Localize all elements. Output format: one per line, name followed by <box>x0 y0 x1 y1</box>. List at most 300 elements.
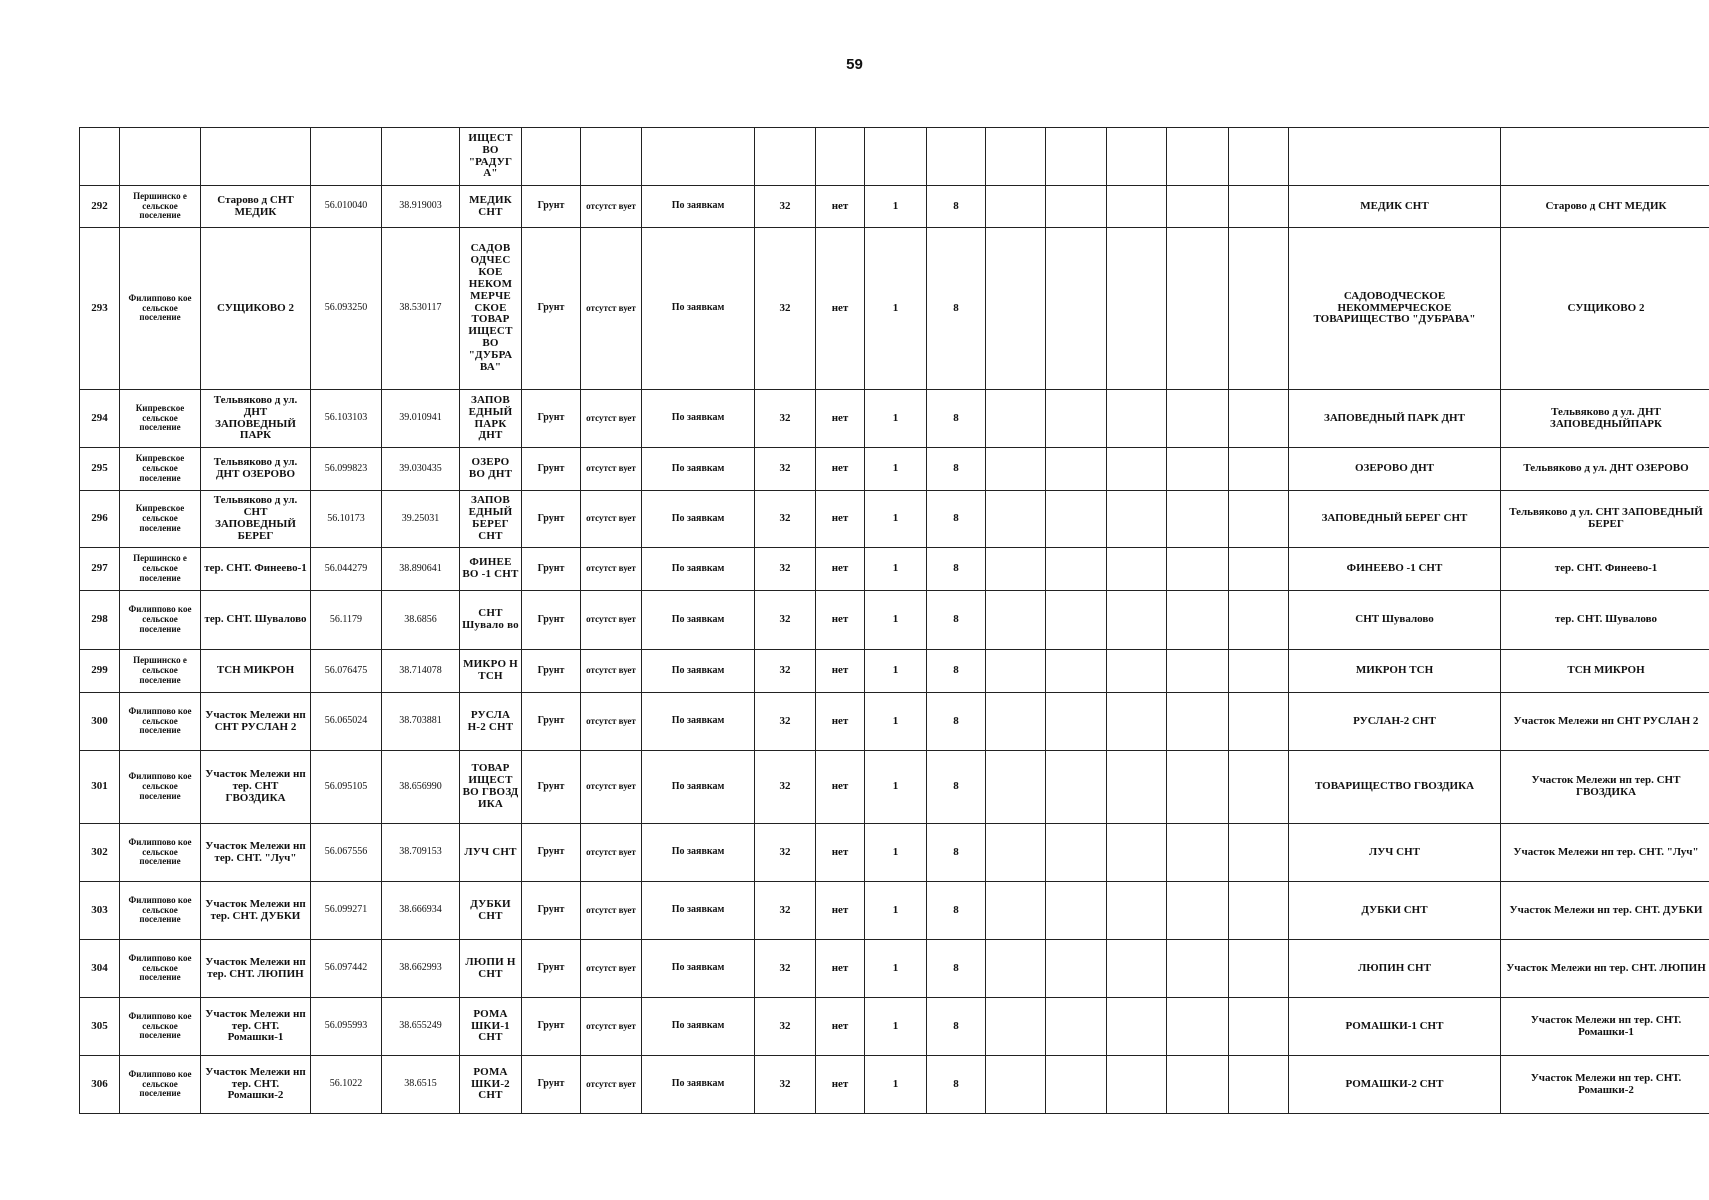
container-count-cell: 1 <box>865 1056 927 1114</box>
owner-address-cell: Участок Мележи нп СНТ РУСЛАН 2 <box>1501 693 1709 751</box>
row-number-cell: 303 <box>80 882 120 940</box>
address-cell: Тельвяково д ул. ДНТ ЗАПОВЕДНЫЙ ПАРК <box>201 390 311 448</box>
schedule-cell: По заявкам <box>642 751 755 824</box>
flag-cell: нет <box>816 591 865 650</box>
site-name-cell: ЛУЧ СНТ <box>460 824 522 882</box>
empty-cell <box>1046 693 1107 751</box>
owner-address-cell: Тельвяково д ул. ДНТ ЗАПОВЕДНЫЙПАРК <box>1501 390 1709 448</box>
container-count-cell: 1 <box>865 693 927 751</box>
flag-cell: нет <box>816 998 865 1056</box>
row-number-cell: 304 <box>80 940 120 998</box>
site-name-cell: САДОВ ОДЧЕС КОЕ НЕКОМ МЕРЧЕ СКОЕ ТОВАР ИЩЕСТ ВО "ДУБРА ВА" <box>460 228 522 390</box>
fence-status-cell: отсутст вует <box>581 650 642 693</box>
site-name-cell: МИКРО Н ТСН <box>460 650 522 693</box>
flag-cell: нет <box>816 650 865 693</box>
empty-cell <box>986 824 1046 882</box>
volume-cell: 32 <box>755 693 816 751</box>
latitude-cell: 56.099271 <box>311 882 382 940</box>
owner-address-cell: СУЩИКОВО 2 <box>1501 228 1709 390</box>
latitude-cell: 56.067556 <box>311 824 382 882</box>
table-row <box>80 882 1709 940</box>
address-cell: Участок Мележи нп тер. СНТ ГВОЗДИКА <box>201 751 311 824</box>
fence-status-cell: отсутст вует <box>581 824 642 882</box>
settlement-cell: Филиппово кое сельское поселение <box>120 751 201 824</box>
owner-address-cell: Участок Мележи нп тер. СНТ. ДУБКИ <box>1501 882 1709 940</box>
table-row <box>80 228 1709 390</box>
surface-cell: Грунт <box>522 448 581 491</box>
empty-cell <box>1107 591 1167 650</box>
empty-cell <box>1229 591 1289 650</box>
longitude-cell: 38.709153 <box>382 824 460 882</box>
table-row <box>80 751 1709 824</box>
volume-cell: 32 <box>755 824 816 882</box>
fence-status-cell: отсутст вует <box>581 1056 642 1114</box>
container-count-cell: 1 <box>865 448 927 491</box>
row-number-cell: 294 <box>80 390 120 448</box>
longitude-cell: 38.714078 <box>382 650 460 693</box>
owner-address-cell: Участок Мележи нп тер. СНТ. ЛЮПИН <box>1501 940 1709 998</box>
surface-cell: Грунт <box>522 591 581 650</box>
flag-cell: нет <box>816 940 865 998</box>
site-name-cell: МЕДИК СНТ <box>460 186 522 228</box>
empty-cell <box>1107 186 1167 228</box>
empty-cell <box>1046 751 1107 824</box>
empty-cell <box>1107 940 1167 998</box>
owner-name-cell: САДОВОДЧЕСКОЕ НЕКОММЕРЧЕСКОЕ ТОВАРИЩЕСТВО "ДУБРАВА" <box>1289 228 1501 390</box>
owner-name-cell: ДУБКИ СНТ <box>1289 882 1501 940</box>
fence-status-cell: отсутст вует <box>581 448 642 491</box>
latitude-cell: 56.1022 <box>311 1056 382 1114</box>
empty-cell <box>1046 228 1107 390</box>
owner-name-cell: МЕДИК СНТ <box>1289 186 1501 228</box>
empty-cell <box>986 491 1046 548</box>
surface-cell: Грунт <box>522 1056 581 1114</box>
empty-cell <box>986 448 1046 491</box>
empty-cell <box>986 751 1046 824</box>
capacity-cell: 8 <box>927 693 986 751</box>
fence-status-cell: отсутст вует <box>581 548 642 591</box>
empty-cell <box>1107 751 1167 824</box>
table-row <box>80 1056 1709 1114</box>
longitude-cell: 39.010941 <box>382 390 460 448</box>
latitude-cell: 56.044279 <box>311 548 382 591</box>
empty-cell <box>1229 693 1289 751</box>
empty-cell <box>1229 751 1289 824</box>
empty-cell <box>1046 882 1107 940</box>
empty-cell <box>1107 491 1167 548</box>
surface-cell: Грунт <box>522 548 581 591</box>
empty-cell <box>986 940 1046 998</box>
empty-cell <box>1046 548 1107 591</box>
container-count-cell: 1 <box>865 591 927 650</box>
longitude-cell: 38.890641 <box>382 548 460 591</box>
volume-cell: 32 <box>755 940 816 998</box>
latitude-cell: 56.095105 <box>311 751 382 824</box>
address-cell: тер. СНТ. Финеево-1 <box>201 548 311 591</box>
surface-cell: Грунт <box>522 998 581 1056</box>
fence-status-cell: отсутст вует <box>581 390 642 448</box>
schedule-cell: По заявкам <box>642 390 755 448</box>
longitude-cell: 38.666934 <box>382 882 460 940</box>
volume-cell: 32 <box>755 448 816 491</box>
address-cell: Участок Мележи нп тер. СНТ. ДУБКИ <box>201 882 311 940</box>
row-number-cell: 306 <box>80 1056 120 1114</box>
empty-cell <box>1167 751 1229 824</box>
empty-cell <box>1107 228 1167 390</box>
fence-status-cell: отсутст вует <box>581 751 642 824</box>
empty-cell <box>1229 940 1289 998</box>
table-row <box>80 390 1709 448</box>
table-row <box>80 940 1709 998</box>
volume-cell: 32 <box>755 650 816 693</box>
latitude-cell: 56.099823 <box>311 448 382 491</box>
surface-cell: Грунт <box>522 390 581 448</box>
empty-cell <box>1107 548 1167 591</box>
table-row <box>80 650 1709 693</box>
empty-cell <box>1046 940 1107 998</box>
longitude-cell: 38.655249 <box>382 998 460 1056</box>
flag-cell: нет <box>816 548 865 591</box>
owner-address-cell: Старово д СНТ МЕДИК <box>1501 186 1709 228</box>
owner-name-cell: ЗАПОВЕДНЫЙ БЕРЕГ СНТ <box>1289 491 1501 548</box>
flag-cell: нет <box>816 491 865 548</box>
schedule-cell: По заявкам <box>642 650 755 693</box>
empty-cell <box>1229 491 1289 548</box>
latitude-cell: 56.065024 <box>311 693 382 751</box>
owner-address-cell: Участок Мележи нп тер. СНТ. Ромашки-1 <box>1501 998 1709 1056</box>
flag-cell: нет <box>816 448 865 491</box>
empty-cell <box>1107 693 1167 751</box>
empty-cell <box>1229 448 1289 491</box>
row-number-cell: 298 <box>80 591 120 650</box>
address-cell: тер. СНТ. Шувалово <box>201 591 311 650</box>
empty-cell <box>986 548 1046 591</box>
latitude-cell: 56.097442 <box>311 940 382 998</box>
longitude-cell: 39.25031 <box>382 491 460 548</box>
volume-cell: 32 <box>755 751 816 824</box>
empty-cell <box>986 228 1046 390</box>
surface-cell: Грунт <box>522 751 581 824</box>
empty-cell <box>1229 228 1289 390</box>
empty-cell <box>1167 228 1229 390</box>
empty-cell <box>1107 1056 1167 1114</box>
container-count-cell: 1 <box>865 824 927 882</box>
row-number-cell: 302 <box>80 824 120 882</box>
flag-cell: нет <box>816 390 865 448</box>
row-number-cell: 297 <box>80 548 120 591</box>
site-name-cell: ОЗЕРО ВО ДНТ <box>460 448 522 491</box>
volume-cell: 32 <box>755 186 816 228</box>
address-cell: Тельвяково д ул. СНТ ЗАПОВЕДНЫЙ БЕРЕГ <box>201 491 311 548</box>
settlement-cell: Кипревское сельское поселение <box>120 390 201 448</box>
settlement-cell: Кипревское сельское поселение <box>120 491 201 548</box>
empty-cell <box>1229 882 1289 940</box>
capacity-cell: 8 <box>927 186 986 228</box>
empty-cell <box>1167 650 1229 693</box>
owner-address-cell: Тельвяково д ул. ДНТ ОЗЕРОВО <box>1501 448 1709 491</box>
settlement-cell: Филиппово кое сельское поселение <box>120 998 201 1056</box>
row-number-cell: 295 <box>80 448 120 491</box>
flag-cell: нет <box>816 824 865 882</box>
table-row <box>80 591 1709 650</box>
empty-cell <box>1167 390 1229 448</box>
empty-cell <box>1167 940 1229 998</box>
volume-cell: 32 <box>755 998 816 1056</box>
site-name-cell: СНТ Шувало во <box>460 591 522 650</box>
settlement-cell: Филиппово кое сельское поселение <box>120 882 201 940</box>
latitude-cell: 56.010040 <box>311 186 382 228</box>
empty-cell <box>1229 390 1289 448</box>
capacity-cell: 8 <box>927 448 986 491</box>
surface-cell: Грунт <box>522 940 581 998</box>
settlement-cell: Филиппово кое сельское поселение <box>120 940 201 998</box>
capacity-cell: 8 <box>927 591 986 650</box>
owner-address-cell: Участок Мележи нп тер. СНТ ГВОЗДИКА <box>1501 751 1709 824</box>
owner-address-cell: Участок Мележи нп тер. СНТ. "Луч" <box>1501 824 1709 882</box>
empty-cell <box>1167 882 1229 940</box>
owner-name-cell: ФИНЕЕВО -1 СНТ <box>1289 548 1501 591</box>
flag-cell: нет <box>816 1056 865 1114</box>
fence-status-cell: отсутст вует <box>581 186 642 228</box>
surface-cell: Грунт <box>522 882 581 940</box>
empty-cell <box>1167 693 1229 751</box>
longitude-cell: 38.656990 <box>382 751 460 824</box>
owner-address-cell: тер. СНТ. Финеево-1 <box>1501 548 1709 591</box>
empty-cell <box>1046 591 1107 650</box>
table-row <box>80 998 1709 1056</box>
owner-name-cell: ОЗЕРОВО ДНТ <box>1289 448 1501 491</box>
container-count-cell: 1 <box>865 882 927 940</box>
empty-cell <box>986 1056 1046 1114</box>
empty-cell <box>1107 998 1167 1056</box>
empty-cell <box>1167 591 1229 650</box>
longitude-cell: 38.530117 <box>382 228 460 390</box>
volume-cell: 32 <box>755 548 816 591</box>
address-cell: Участок Мележи нп тер. СНТ. Ромашки-2 <box>201 1056 311 1114</box>
capacity-cell: 8 <box>927 650 986 693</box>
longitude-cell: 38.6856 <box>382 591 460 650</box>
schedule-cell: По заявкам <box>642 998 755 1056</box>
latitude-cell: 56.10173 <box>311 491 382 548</box>
container-count-cell: 1 <box>865 940 927 998</box>
empty-cell <box>1046 1056 1107 1114</box>
owner-address-cell: ТСН МИКРОН <box>1501 650 1709 693</box>
empty-cell <box>1167 1056 1229 1114</box>
container-count-cell: 1 <box>865 390 927 448</box>
settlement-cell: Филиппово кое сельское поселение <box>120 1056 201 1114</box>
empty-cell <box>1046 491 1107 548</box>
empty-cell <box>1107 390 1167 448</box>
carryover-name-cell: ИЩЕСТ ВО "РАДУГ А" <box>460 128 522 186</box>
address-cell: Участок Мележи нп тер. СНТ. "Луч" <box>201 824 311 882</box>
table-row <box>80 548 1709 591</box>
latitude-cell: 56.103103 <box>311 390 382 448</box>
schedule-cell: По заявкам <box>642 548 755 591</box>
capacity-cell: 8 <box>927 882 986 940</box>
fence-status-cell: отсутст вует <box>581 491 642 548</box>
empty-cell <box>986 591 1046 650</box>
empty-cell <box>1167 824 1229 882</box>
empty-cell <box>1046 650 1107 693</box>
row-number-cell: 305 <box>80 998 120 1056</box>
surface-cell: Грунт <box>522 693 581 751</box>
longitude-cell: 38.662993 <box>382 940 460 998</box>
row-number-cell: 301 <box>80 751 120 824</box>
table-row <box>80 448 1709 491</box>
settlement-cell: Филиппово кое сельское поселение <box>120 693 201 751</box>
settlement-cell: Першинско е сельское поселение <box>120 186 201 228</box>
capacity-cell: 8 <box>927 1056 986 1114</box>
capacity-cell: 8 <box>927 751 986 824</box>
schedule-cell: По заявкам <box>642 228 755 390</box>
site-name-cell: РОМА ШКИ-1 СНТ <box>460 998 522 1056</box>
flag-cell: нет <box>816 228 865 390</box>
volume-cell: 32 <box>755 1056 816 1114</box>
table-row <box>80 186 1709 228</box>
latitude-cell: 56.093250 <box>311 228 382 390</box>
container-count-cell: 1 <box>865 491 927 548</box>
fence-status-cell: отсутст вует <box>581 591 642 650</box>
empty-cell <box>1107 882 1167 940</box>
volume-cell: 32 <box>755 882 816 940</box>
container-count-cell: 1 <box>865 548 927 591</box>
site-name-cell: ЗАПОВ ЕДНЫЙ ПАРК ДНТ <box>460 390 522 448</box>
site-name-cell: РУСЛА Н-2 СНТ <box>460 693 522 751</box>
owner-name-cell: РУСЛАН-2 СНТ <box>1289 693 1501 751</box>
container-sites-table <box>79 127 1709 1114</box>
longitude-cell: 38.6515 <box>382 1056 460 1114</box>
empty-cell <box>1046 448 1107 491</box>
empty-cell <box>1107 650 1167 693</box>
longitude-cell: 39.030435 <box>382 448 460 491</box>
address-cell: Участок Мележи нп тер. СНТ. Ромашки-1 <box>201 998 311 1056</box>
surface-cell: Грунт <box>522 650 581 693</box>
latitude-cell: 56.076475 <box>311 650 382 693</box>
address-cell: Участок Мележи нп тер. СНТ. ЛЮПИН <box>201 940 311 998</box>
empty-cell <box>1229 998 1289 1056</box>
schedule-cell: По заявкам <box>642 1056 755 1114</box>
surface-cell: Грунт <box>522 228 581 390</box>
capacity-cell: 8 <box>927 998 986 1056</box>
site-name-cell: ТОВАР ИЩЕСТ ВО ГВОЗД ИКА <box>460 751 522 824</box>
empty-cell <box>1046 824 1107 882</box>
fence-status-cell: отсутст вует <box>581 693 642 751</box>
empty-cell <box>986 693 1046 751</box>
schedule-cell: По заявкам <box>642 693 755 751</box>
settlement-cell: Кипревское сельское поселение <box>120 448 201 491</box>
site-name-cell: РОМА ШКИ-2 СНТ <box>460 1056 522 1114</box>
empty-cell <box>986 650 1046 693</box>
container-count-cell: 1 <box>865 751 927 824</box>
schedule-cell: По заявкам <box>642 591 755 650</box>
volume-cell: 32 <box>755 591 816 650</box>
schedule-cell: По заявкам <box>642 882 755 940</box>
carryover-row <box>80 128 1709 186</box>
volume-cell: 32 <box>755 491 816 548</box>
owner-name-cell: СНТ Шувалово <box>1289 591 1501 650</box>
flag-cell: нет <box>816 882 865 940</box>
owner-name-cell: ЛУЧ СНТ <box>1289 824 1501 882</box>
empty-cell <box>1167 186 1229 228</box>
settlement-cell: Филиппово кое сельское поселение <box>120 824 201 882</box>
empty-cell <box>1229 1056 1289 1114</box>
owner-name-cell: ЛЮПИН СНТ <box>1289 940 1501 998</box>
capacity-cell: 8 <box>927 548 986 591</box>
capacity-cell: 8 <box>927 228 986 390</box>
empty-cell <box>1167 998 1229 1056</box>
volume-cell: 32 <box>755 390 816 448</box>
empty-cell <box>1046 390 1107 448</box>
surface-cell: Грунт <box>522 824 581 882</box>
longitude-cell: 38.919003 <box>382 186 460 228</box>
flag-cell: нет <box>816 693 865 751</box>
container-count-cell: 1 <box>865 650 927 693</box>
owner-name-cell: РОМАШКИ-2 СНТ <box>1289 1056 1501 1114</box>
address-cell: Участок Мележи нп СНТ РУСЛАН 2 <box>201 693 311 751</box>
empty-cell <box>1107 824 1167 882</box>
owner-name-cell: РОМАШКИ-1 СНТ <box>1289 998 1501 1056</box>
schedule-cell: По заявкам <box>642 824 755 882</box>
address-cell: ТСН МИКРОН <box>201 650 311 693</box>
table-row <box>80 491 1709 548</box>
settlement-cell: Филиппово кое сельское поселение <box>120 591 201 650</box>
address-cell: СУЩИКОВО 2 <box>201 228 311 390</box>
empty-cell <box>986 186 1046 228</box>
site-name-cell: ФИНЕЕ ВО -1 СНТ <box>460 548 522 591</box>
capacity-cell: 8 <box>927 390 986 448</box>
volume-cell: 32 <box>755 228 816 390</box>
empty-cell <box>986 882 1046 940</box>
site-name-cell: ЛЮПИ Н СНТ <box>460 940 522 998</box>
table-row <box>80 693 1709 751</box>
flag-cell: нет <box>816 751 865 824</box>
empty-cell <box>1046 186 1107 228</box>
row-number-cell: 293 <box>80 228 120 390</box>
row-number-cell: 292 <box>80 186 120 228</box>
settlement-cell: Першинско е сельское поселение <box>120 650 201 693</box>
latitude-cell: 56.1179 <box>311 591 382 650</box>
settlement-cell: Филиппово кое сельское поселение <box>120 228 201 390</box>
empty-cell <box>1167 448 1229 491</box>
owner-name-cell: МИКРОН ТСН <box>1289 650 1501 693</box>
address-cell: Старово д СНТ МЕДИК <box>201 186 311 228</box>
container-count-cell: 1 <box>865 998 927 1056</box>
empty-cell <box>1167 491 1229 548</box>
site-name-cell: ДУБКИ СНТ <box>460 882 522 940</box>
row-number-cell: 299 <box>80 650 120 693</box>
settlement-cell: Першинско е сельское поселение <box>120 548 201 591</box>
capacity-cell: 8 <box>927 491 986 548</box>
owner-address-cell: Тельвяково д ул. СНТ ЗАПОВЕДНЫЙ БЕРЕГ <box>1501 491 1709 548</box>
schedule-cell: По заявкам <box>642 491 755 548</box>
row-number-cell: 296 <box>80 491 120 548</box>
owner-address-cell: тер. СНТ. Шувалово <box>1501 591 1709 650</box>
row-number-cell: 300 <box>80 693 120 751</box>
latitude-cell: 56.095993 <box>311 998 382 1056</box>
container-count-cell: 1 <box>865 228 927 390</box>
schedule-cell: По заявкам <box>642 940 755 998</box>
empty-cell <box>1229 650 1289 693</box>
empty-cell <box>1229 824 1289 882</box>
schedule-cell: По заявкам <box>642 186 755 228</box>
longitude-cell: 38.703881 <box>382 693 460 751</box>
empty-cell <box>986 998 1046 1056</box>
fence-status-cell: отсутст вует <box>581 228 642 390</box>
schedule-cell: По заявкам <box>642 448 755 491</box>
empty-cell <box>1229 548 1289 591</box>
empty-cell <box>1046 998 1107 1056</box>
fence-status-cell: отсутст вует <box>581 998 642 1056</box>
